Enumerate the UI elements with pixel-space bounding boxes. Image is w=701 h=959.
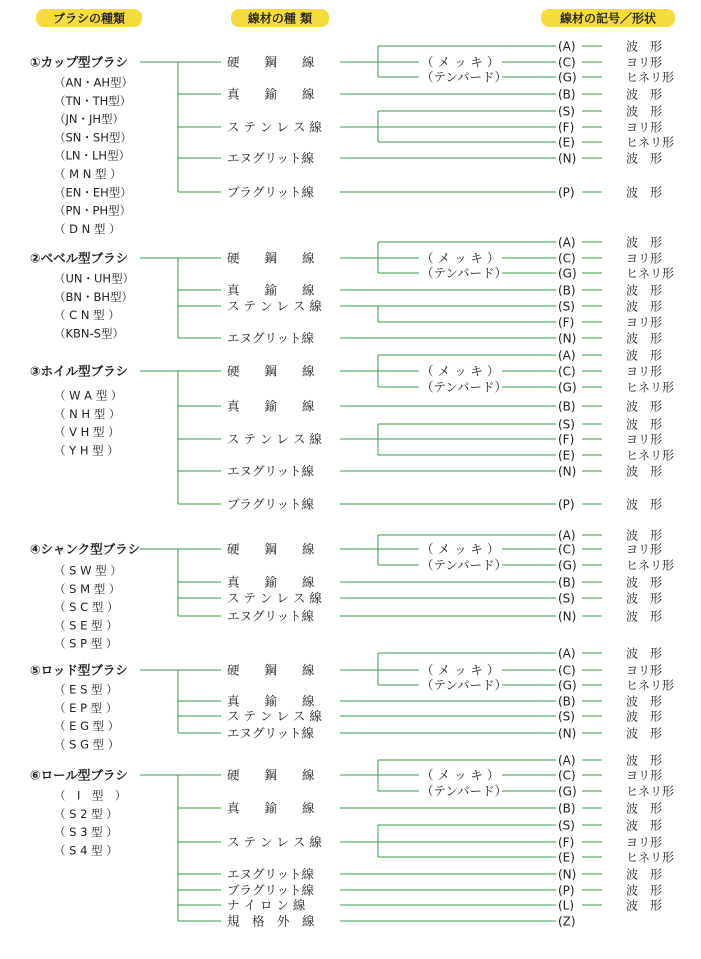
wire-shape-label: 波 形	[626, 299, 663, 314]
wire-symbol-code: (E)	[558, 135, 575, 150]
brush-subtype-label: （ I 型 ）	[54, 788, 127, 803]
header-wire-type: 線材の種 類	[247, 11, 313, 26]
wire-shape-label: ヒネリ形	[626, 678, 675, 693]
brush-subtype-label: （ S 4 型 ）	[54, 843, 118, 858]
wire-material-label: 真 鍮 線	[227, 282, 315, 298]
brush-type-label: ①カップ型ブラシ	[30, 54, 128, 70]
brush-subtype-label: （AN・AH型）	[54, 75, 133, 90]
wire-shape-label: 波 形	[626, 801, 663, 816]
wire-material-label: エヌグリット線	[227, 330, 315, 346]
brush-subtype-label: （ W A 型 ）	[54, 388, 123, 403]
wire-material-label: 真 鍮 線	[227, 86, 315, 102]
wire-shape-label: 波 形	[626, 753, 663, 768]
wire-shape-label: 波 形	[626, 726, 663, 741]
wire-material-label: エヌグリット線	[227, 150, 315, 166]
wire-shape-label: 波 形	[626, 151, 663, 166]
wire-symbol-code: (F)	[558, 120, 575, 135]
wire-shape-label: ヨリ形	[626, 542, 663, 557]
brush-subtype-label: （PN・PH型）	[54, 203, 132, 218]
wire-shape-label: ヨリ形	[626, 315, 663, 330]
wire-symbol-code: (B)	[558, 283, 576, 298]
wire-treatment-label: （ メ ッ キ ）	[421, 250, 500, 266]
brush-type-label: ⑤ロッド型ブラシ	[30, 662, 128, 678]
wire-material-label: 硬 鋼 線	[227, 54, 315, 70]
wire-material-label: 硬 鋼 線	[227, 363, 315, 379]
wire-shape-label: ヒネリ形	[626, 448, 675, 463]
wire-shape-label: 波 形	[626, 399, 663, 414]
wire-shape-label: ヒネリ形	[626, 784, 675, 799]
wire-symbol-code: (L)	[558, 898, 575, 913]
wire-material-label: 硬 鋼 線	[227, 662, 315, 678]
wire-treatment-label: （ メ ッ キ ）	[421, 363, 500, 379]
brush-subtype-label: （ E P 型 ）	[54, 700, 118, 715]
wire-treatment-label: （テンパード）	[421, 379, 508, 395]
wire-symbol-code: (A)	[558, 348, 576, 363]
wire-symbol-code: (C)	[558, 55, 576, 70]
wire-symbol-code: (S)	[558, 818, 575, 833]
brush-subtype-label: （ S M 型 ）	[54, 581, 121, 596]
brush-group	[30, 528, 674, 651]
brush-subtype-label: （ S E 型 ）	[54, 618, 118, 633]
wire-symbol-code: (A)	[558, 39, 576, 54]
wire-treatment-label: （テンパード）	[421, 265, 508, 281]
wire-shape-label: ヒネリ形	[626, 380, 675, 395]
wire-symbol-code: (B)	[558, 694, 576, 709]
wire-material-label: 規 格 外 線	[227, 913, 315, 929]
wire-shape-label: 波 形	[626, 694, 663, 709]
brush-subtype-label: （ E S 型 ）	[54, 682, 118, 697]
brush-group	[30, 753, 674, 929]
wire-symbol-code: (B)	[558, 87, 576, 102]
brush-subtype-label: （ Y H 型 ）	[54, 443, 119, 458]
wire-shape-label: ヨリ形	[626, 251, 663, 266]
wire-shape-label: 波 形	[626, 464, 663, 479]
wire-material-label: 真 鍮 線	[227, 398, 315, 414]
wire-shape-label: 波 形	[626, 185, 663, 200]
wire-symbol-code: (A)	[558, 646, 576, 661]
wire-symbol-code: (G)	[558, 784, 577, 799]
brush-group	[30, 235, 674, 346]
wire-symbol-code: (C)	[558, 542, 576, 557]
wire-material-label: エヌグリット線	[227, 463, 315, 479]
wire-symbol-code: (P)	[558, 497, 575, 512]
wire-shape-label: ヨリ形	[626, 663, 663, 678]
wire-symbol-code: (N)	[558, 464, 577, 479]
brush-subtype-label: （SN・SH型）	[54, 130, 132, 145]
wire-shape-label: 波 形	[626, 417, 663, 432]
brush-subtype-label: （ E G 型 ）	[54, 719, 120, 734]
wire-material-label: ブラグリット線	[227, 882, 315, 898]
wire-shape-label: 波 形	[626, 867, 663, 882]
wire-material-label: 硬 鋼 線	[227, 767, 315, 783]
wire-shape-label: 波 形	[626, 609, 663, 624]
wire-material-label: エヌグリット線	[227, 725, 315, 741]
wire-symbol-code: (N)	[558, 867, 577, 882]
wire-shape-label: ヨリ形	[626, 432, 663, 447]
wire-symbol-code: (G)	[558, 266, 577, 281]
wire-symbol-code: (B)	[558, 399, 576, 414]
wire-shape-label: ヒネリ形	[626, 70, 675, 85]
brush-type-label: ④シャンク型ブラシ	[30, 541, 141, 557]
wire-shape-label: ヨリ形	[626, 768, 663, 783]
wire-material-label: エヌグリット線	[227, 866, 315, 882]
wire-shape-label: 波 形	[626, 646, 663, 661]
wire-shape-label: ヨリ形	[626, 364, 663, 379]
wire-shape-label: ヒネリ形	[626, 558, 675, 573]
wire-symbol-code: (G)	[558, 70, 577, 85]
wire-shape-label: ヨリ形	[626, 55, 663, 70]
header-row	[36, 9, 675, 27]
wire-shape-label: ヒネリ形	[626, 135, 675, 150]
wire-material-label: エヌグリット線	[227, 608, 315, 624]
wire-symbol-code: (C)	[558, 364, 576, 379]
wire-symbol-code: (C)	[558, 768, 576, 783]
wire-shape-label: ヨリ形	[626, 835, 663, 850]
wire-symbol-code: (S)	[558, 709, 575, 724]
wire-symbol-code: (B)	[558, 801, 576, 816]
header-brush-type: ブラシの種類	[52, 11, 126, 26]
wire-shape-label: 波 形	[626, 235, 663, 250]
brush-subtype-label: （BN・BH型）	[54, 289, 134, 304]
wire-symbol-code: (F)	[558, 315, 575, 330]
brush-subtype-label: （KBN-S型）	[54, 326, 124, 341]
wire-treatment-label: （テンパード）	[421, 69, 508, 85]
wire-shape-label: 波 形	[626, 331, 663, 346]
wire-shape-label: 波 形	[626, 283, 663, 298]
wire-shape-label: 波 形	[626, 709, 663, 724]
wire-material-label: ナ イ ロ ン 線	[227, 897, 306, 913]
wire-symbol-code: (P)	[558, 883, 575, 898]
brush-subtype-label: （UN・UH型）	[54, 271, 135, 286]
wire-shape-label: ヒネリ形	[626, 266, 675, 281]
header-symbol-shape: 線材の記号／形状	[559, 11, 657, 26]
wire-symbol-code: (S)	[558, 299, 575, 314]
wire-material-label: ブラグリット線	[227, 496, 315, 512]
brush-group	[30, 646, 674, 752]
brush-subtype-label: （ S 2 型 ）	[54, 806, 118, 821]
wire-symbol-code: (S)	[558, 104, 575, 119]
wire-material-label: 真 鍮 線	[227, 693, 315, 709]
brush-subtype-label: （ D N 型 ）	[54, 221, 121, 236]
brush-subtype-label: （ S C 型 ）	[54, 600, 119, 615]
wire-symbol-code: (P)	[558, 185, 575, 200]
brush-type-label: ⑥ロール型ブラシ	[30, 767, 128, 783]
wire-symbol-code: (N)	[558, 726, 577, 741]
wire-symbol-code: (B)	[558, 575, 576, 590]
brush-subtype-label: （ S 3 型 ）	[54, 825, 118, 840]
brush-group	[30, 348, 674, 512]
brush-subtype-label: （ N H 型 ）	[54, 406, 121, 421]
wire-symbol-code: (G)	[558, 380, 577, 395]
wire-treatment-label: （テンパード）	[421, 557, 508, 573]
brush-groups	[30, 39, 674, 929]
wire-symbol-code: (F)	[558, 432, 575, 447]
wire-material-label: ブラグリット線	[227, 184, 315, 200]
wire-material-label: ス テ ン レ ス 線	[227, 708, 322, 724]
wire-symbol-code: (S)	[558, 417, 575, 432]
brush-type-label: ②ベベル型ブラシ	[30, 250, 129, 266]
wire-symbol-code: (F)	[558, 835, 575, 850]
wire-shape-label: 波 形	[626, 104, 663, 119]
wire-symbol-code: (A)	[558, 753, 576, 768]
wire-symbol-code: (G)	[558, 678, 577, 693]
wire-shape-label: 波 形	[626, 883, 663, 898]
wire-treatment-label: （テンパード）	[421, 677, 508, 693]
wire-symbol-code: (S)	[558, 591, 575, 606]
wire-treatment-label: （ メ ッ キ ）	[421, 767, 500, 783]
wire-symbol-code: (C)	[558, 251, 576, 266]
wire-shape-label: 波 形	[626, 528, 663, 543]
brush-subtype-label: （ M N 型 ）	[54, 167, 122, 181]
wire-treatment-label: （ メ ッ キ ）	[421, 541, 500, 557]
brush-subtype-label: （LN・LH型）	[54, 148, 131, 163]
wire-shape-label: 波 形	[626, 348, 663, 363]
brush-subtype-label: （ C N 型 ）	[54, 308, 120, 323]
wire-symbol-code: (C)	[558, 663, 576, 678]
wire-symbol-code: (Z)	[558, 914, 576, 929]
wire-material-label: ス テ ン レ ス 線	[227, 590, 322, 606]
wire-shape-label: 波 形	[626, 87, 663, 102]
wire-material-label: ス テ ン レ ス 線	[227, 298, 322, 314]
wire-treatment-label: （テンパード）	[421, 783, 508, 799]
wire-material-label: 硬 鋼 線	[227, 250, 315, 266]
brush-group	[30, 39, 674, 236]
wire-material-label: 真 鍮 線	[227, 574, 315, 590]
brush-subtype-label: （ S P 型 ）	[54, 636, 118, 651]
wire-shape-label: 波 形	[626, 39, 663, 54]
wire-material-label: ス テ ン レ ス 線	[227, 431, 322, 447]
brush-type-label: ③ホイル型ブラシ	[30, 363, 129, 379]
wire-material-label: ス テ ン レ ス 線	[227, 834, 322, 850]
wire-symbol-code: (N)	[558, 609, 577, 624]
wire-symbol-code: (N)	[558, 331, 577, 346]
wire-shape-label: 波 形	[626, 818, 663, 833]
wire-material-label: 硬 鋼 線	[227, 541, 315, 557]
brush-subtype-label: （ S G 型 ）	[54, 737, 120, 752]
wire-material-label: ス テ ン レ ス 線	[227, 119, 322, 135]
wire-treatment-label: （ メ ッ キ ）	[421, 54, 500, 70]
brush-subtype-label: （ S W 型 ）	[54, 563, 122, 578]
wire-shape-label: ヒネリ形	[626, 850, 675, 865]
wire-shape-label: 波 形	[626, 497, 663, 512]
brush-subtype-label: （TN・TH型）	[54, 93, 132, 108]
wire-symbol-code: (G)	[558, 558, 577, 573]
wire-symbol-code: (E)	[558, 448, 575, 463]
wire-shape-label: 波 形	[626, 575, 663, 590]
wire-symbol-code: (E)	[558, 850, 575, 865]
wire-symbol-code: (N)	[558, 151, 577, 166]
brush-subtype-label: （EN・EH型）	[54, 185, 132, 200]
wire-shape-label: 波 形	[626, 591, 663, 606]
brush-subtype-label: （JN・JH型）	[54, 112, 125, 127]
brush-subtype-label: （ V H 型 ）	[54, 425, 120, 440]
wire-treatment-label: （ メ ッ キ ）	[421, 662, 500, 678]
wire-material-label: 真 鍮 線	[227, 800, 315, 816]
wire-shape-label: 波 形	[626, 898, 663, 913]
wire-symbol-code: (A)	[558, 235, 576, 250]
wire-shape-label: ヨリ形	[626, 120, 663, 135]
wire-symbol-code: (A)	[558, 528, 576, 543]
